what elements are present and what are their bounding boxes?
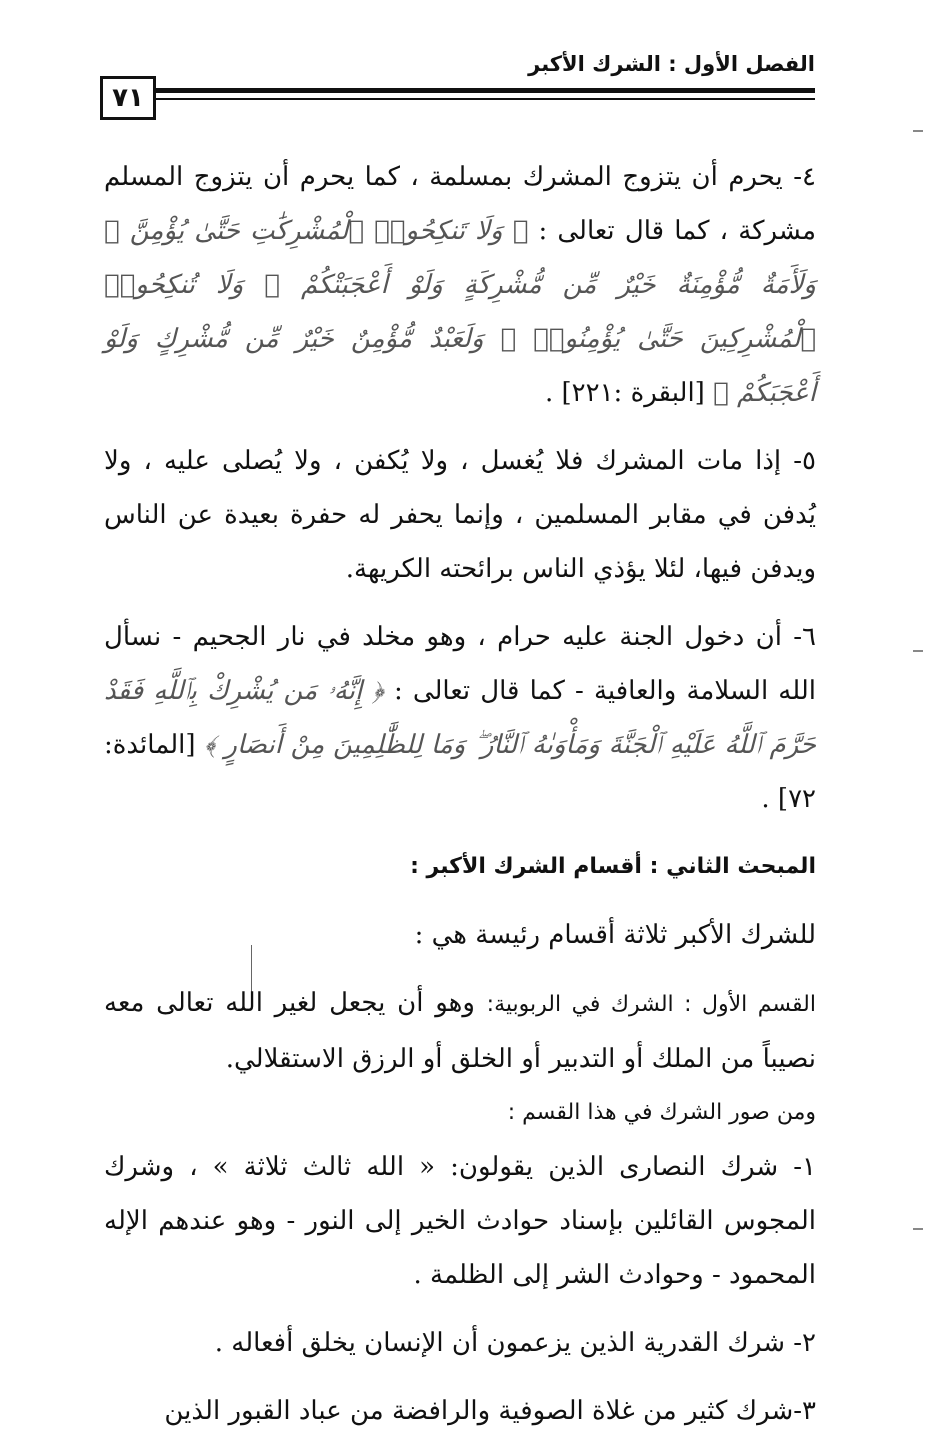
verse-reference: [المائدة: ٧٢] .	[104, 730, 816, 814]
page-number: ٧١	[100, 76, 156, 120]
section-intro: للشرك الأكبر ثلاثة أقسام رئيسة هي :	[414, 920, 816, 950]
part-1-text: وهو أن يجعل لغير الله تعالى معه نصيباً من الملك أو التدبير أو الخلق أو الرزق الاستقلالي.	[104, 988, 816, 1074]
header-rule-thin	[156, 98, 815, 100]
margin-mark	[913, 1228, 923, 1230]
verse-reference: [البقرة :٢٢١] .	[544, 378, 705, 408]
part-1-examples-label: ومن صور الشرك في هذا القسم :	[507, 1100, 816, 1125]
paragraph-6-text: ٦- أن دخول الجنة عليه حرام ، وهو مخلد في نار الجحيم - نسأل الله السلامة والعافية - كما قال تعالى :	[104, 622, 816, 706]
part-1	[104, 976, 816, 1086]
quran-verse: ﴿ وَلَا تَنكِحُوا۟ ٱلْمُشْرِكَٰتِ حَتَّىٰ يُؤْمِنَّ ۚ وَلَأَمَةٌ مُّؤْمِنَةٌ خَيْرٌ مِّن مُّشْرِكَةٍ وَلَوْ أَعْجَبَتْكُمْ ۗ وَلَا تُنكِحُوا۟ ٱلْمُشْرِكِينَ حَتَّىٰ يُؤْمِنُوا۟ ۚ وَلَعَبْدٌ مُّؤْمِنٌ خَيْرٌ مِّن مُّشْرِكٍ وَلَوْ أَعْجَبَكُمْ ﴾	[104, 216, 816, 408]
example-1: ١- شرك النصارى الذين يقولون: « الله ثالث ثلاثة » ، وشرك المجوس القائلين بإسناد حوادث الخير إلى النور - وهو عندهم الإله المحمود - وحوادث الشر إلى الظلمة .	[104, 1152, 816, 1290]
quran-verse: ﴿ إِنَّهُۥ مَن يُشْرِكْ بِٱللَّهِ فَقَدْ حَرَّمَ ٱللَّهُ عَلَيْهِ ٱلْجَنَّةَ وَمَأْوَىٰهُ ٱلنَّارُ ۖ وَمَا لِلظَّٰلِمِينَ مِنْ أَنصَارٍ ﴾	[104, 676, 817, 760]
margin-mark	[913, 650, 923, 652]
paragraph-4	[104, 150, 816, 420]
example-2: ٢- شرك القدرية الذين يزعمون أن الإنسان يخلق أفعاله .	[214, 1328, 816, 1358]
chapter-title: الفصل الأول : الشرك الأكبر	[528, 52, 815, 76]
paragraph-4-text: ٤- يحرم أن يتزوج المشرك بمسلمة ، كما يحرم أن يتزوج المسلم مشركة ، كما قال تعالى :	[104, 162, 817, 246]
paragraph-5: ٥- إذا مات المشرك فلا يُغسل ، ولا يُكفن ، ولا يُصلى عليه ، ولا يُدفن في مقابر المسلمين ، وإنما يحفر له حفرة بعيدة عن الناس ويدفن فيها، لئلا يؤذي الناس برائحته الكريهة.	[104, 446, 816, 584]
example-3: ٣-شرك كثير من غلاة الصوفية والرافضة من عباد القبور الذين	[164, 1396, 816, 1426]
margin-mark	[913, 130, 923, 132]
header-rule-thick	[156, 88, 815, 93]
part-1-label: القسم الأول : الشرك في الربوبية:	[486, 992, 816, 1017]
page-body	[104, 150, 816, 1438]
paragraph-6	[104, 610, 816, 826]
section-heading: المبحث الثاني : أقسام الشرك الأكبر :	[410, 854, 816, 879]
